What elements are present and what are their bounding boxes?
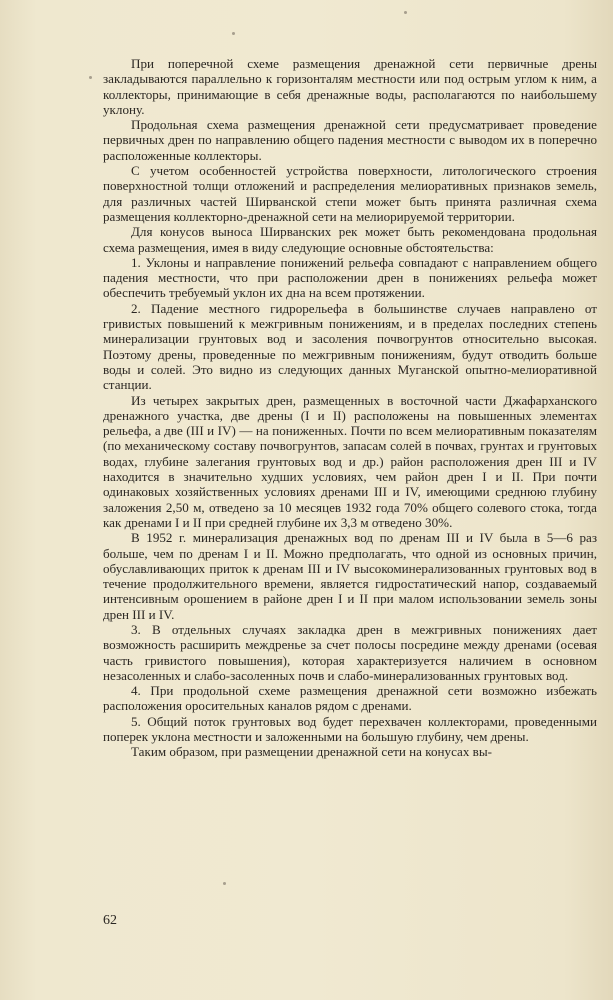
page-number: 62 (103, 913, 117, 928)
paragraph: Продольная схема размещения дренажной сети предусматривает проведение первичных дрен по направлению общего падения местности с выводом их в поперечно расположенные коллекторы. (103, 117, 597, 163)
ink-speck (404, 11, 407, 14)
ink-speck (89, 76, 92, 79)
paragraph: 4. При продольной схеме размещения дренажной сети возможно избежать расположения оросительных каналов рядом с дренами. (103, 683, 597, 714)
paragraph: В 1952 г. минерализация дренажных вод по дренам III и IV была в 5—6 раз больше, чем по дренам I и II. Можно предполагать, что одной из основных причин, обуславливающих приток к дренам III и IV высокоминерализованных грунтовых вод в течение продолжительного времени, является гидростатический напор, создаваемый интенсивным орошением в районе дрен I и II при малом использовании земель зоны дрен III и IV. (103, 530, 597, 622)
paragraph: 5. Общий поток грунтовых вод будет перехвачен коллекторами, проведенными поперек уклона местности и заложенными на большую глубину, чем дрены. (103, 713, 597, 745)
paragraph: 2. Падение местного гидрорельефа в большинстве случаев направлено от гривистых повышений к межгривным понижениям, и в пределах последних степень минерализации грунтовых вод и засоления почвогрунтов относительно высокая. Поэтому дрены, проведенные по межгривным понижениям, будут отводить больше воды и солей. Это видно из следующих данных Муганской опытно-мелиоративной станции. (103, 300, 597, 393)
ink-speck (223, 882, 226, 885)
paragraph: Таким образом, при размещении дренажной сети на конусах вы- (131, 744, 493, 760)
paragraph: Для конусов выноса Ширванских рек может быть рекомендована продольная схема размещения, имея в виду следующие основные обстоятельства: (103, 224, 597, 255)
paragraph: При поперечной схеме размещения дренажной сети первичные дрены закладываются параллельно к горизонталям местности или под острым углом к ним, а коллекторы, принимающие в себя дренажные воды, располагаются по наибольшему уклону. (103, 56, 597, 117)
paragraph: 3. В отдельных случаях закладка дрен в межгривных понижениях дает возможность расширить междренье за счет полосы посредине между дренами (осевая часть гривистого повышения), которая характеризуется наличием в основном незасоленных и слабо-засоленных почв и слабо-минерализованных грунтовых вод. (103, 621, 597, 683)
paragraph: Из четырех закрытых дрен, размещенных в восточной части Джафарханского дренажного участка, две дрены (I и II) расположены на повышенных элементах рельефа, а две (III и IV) — на пониженных. Почти по всем мелиоративным показателям (по механическому составу почвогрунтов, запасам солей в почвах, грунтах и грунтовых водах, глубине залегания грунтовых вод и др.) район расположения дрен III и IV находится в значительно худших условиях, чем район дрен I и II. При почти одинаковых хозяйственных условиях дренами III и IV, имеющими среднюю глубину заложения 2,50 м, отведено за 10 месяцев 1932 года 70% общего солевого стока, тогда как дренами I и II при средней глубине их 3,3 м отведено 30%. (103, 392, 597, 530)
ink-speck (232, 32, 235, 35)
paragraph: 1. Уклоны и направление понижений рельефа совпадают с направлением общего падения местности, что при расположении дрен в понижениях рельефа может обеспечить требуемый уклон их дна на всем протяжении. (103, 254, 597, 301)
body-text (103, 56, 597, 760)
paragraph: С учетом особенностей устройства поверхности, литологического строения поверхностной толщи отложений и распределения мелиоративных признаков земель, для различных частей Ширванской степи может быть принята различная схема размещения коллекторно-дренажной сети на мелиорируемой территории. (103, 163, 597, 224)
